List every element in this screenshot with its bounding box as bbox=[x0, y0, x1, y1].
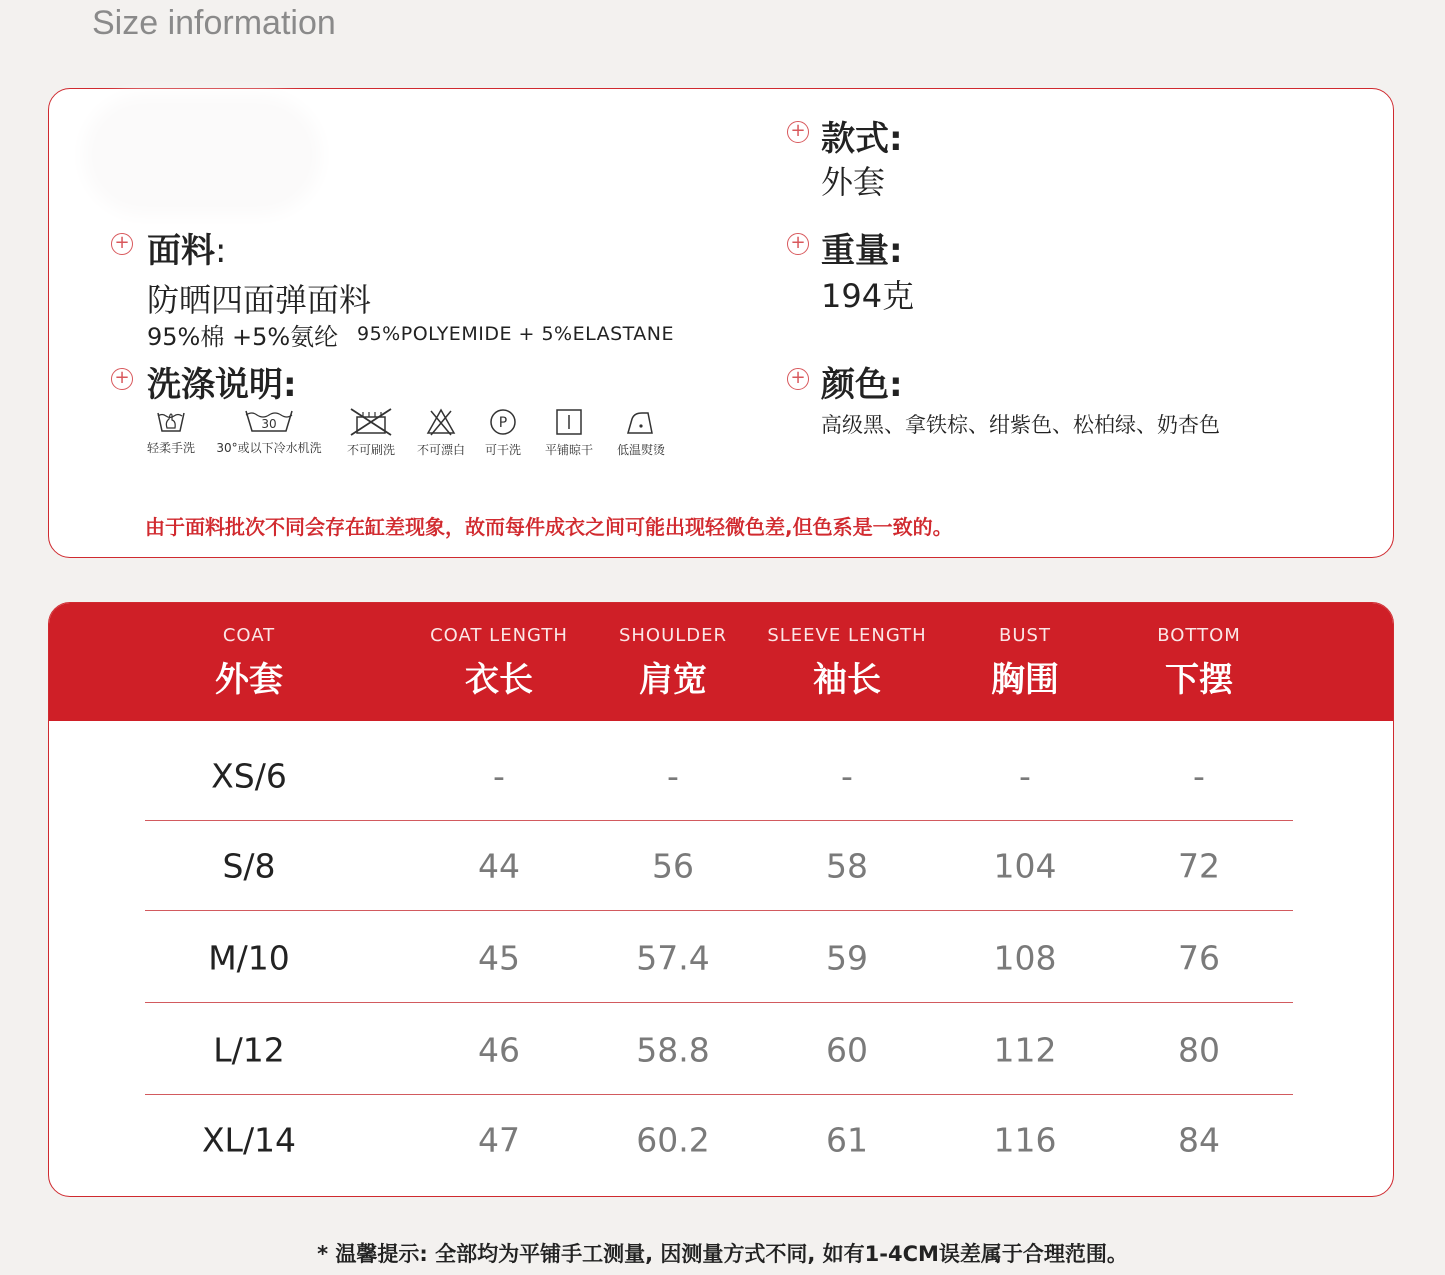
table-cell: 61 bbox=[826, 1120, 868, 1160]
fabric-label-colon: : bbox=[215, 231, 227, 271]
wash-label: 洗涤说明: bbox=[147, 365, 297, 405]
measurement-footnote: * 温馨提示: 全部均为平铺手工测量, 因测量方式不同, 如有1-4CM误差属于合理范围。 bbox=[317, 1242, 1128, 1266]
column-en: BUST bbox=[999, 625, 1051, 646]
care-item bbox=[479, 407, 527, 458]
row-divider bbox=[145, 910, 1293, 912]
color-difference-notice: 由于面料批次不同会存在缸差现象，故而每件成衣之间可能出现轻微色差,但色系是一致的。 bbox=[145, 515, 953, 539]
dry-clean-icon bbox=[487, 407, 519, 437]
fabric-label-text: 面料 bbox=[147, 231, 215, 271]
column-header bbox=[767, 625, 926, 701]
table-cell: 47 bbox=[478, 1120, 520, 1160]
column-en: COAT LENGTH bbox=[430, 625, 568, 646]
care-caption: 低温熨烫 bbox=[616, 443, 665, 457]
table-cell: 59 bbox=[826, 938, 868, 978]
column-header bbox=[430, 625, 568, 701]
table-cell: 45 bbox=[478, 938, 520, 978]
plus-circle-icon: + bbox=[111, 233, 133, 255]
table-cell: 46 bbox=[478, 1030, 520, 1070]
plus-circle-icon: + bbox=[787, 121, 809, 143]
color-label: 颜色: bbox=[821, 365, 903, 405]
table-row bbox=[145, 913, 1293, 1003]
column-header bbox=[1157, 625, 1241, 701]
column-en: BOTTOM bbox=[1157, 625, 1241, 646]
care-item bbox=[141, 407, 201, 456]
fabric-label bbox=[147, 223, 226, 272]
style-value: 外套 bbox=[821, 163, 886, 201]
table-cell: 58 bbox=[826, 846, 868, 886]
size-table-header bbox=[49, 603, 1393, 721]
plus-circle-icon: + bbox=[111, 368, 133, 390]
table-row bbox=[145, 821, 1293, 911]
flat-dry-icon bbox=[553, 407, 585, 437]
care-item bbox=[413, 407, 469, 458]
column-zh: 袖长 bbox=[813, 660, 881, 700]
size-cell: XS/6 bbox=[211, 756, 287, 796]
table-cell: 104 bbox=[993, 846, 1057, 886]
size-cell: M/10 bbox=[208, 938, 290, 978]
table-cell: - bbox=[667, 756, 679, 796]
style-label: 款式: bbox=[821, 119, 903, 159]
care-caption: 30°或以下冷水机洗 bbox=[216, 441, 322, 455]
care-caption: 轻柔手洗 bbox=[146, 441, 195, 455]
column-header bbox=[619, 625, 727, 701]
column-en: SLEEVE LENGTH bbox=[767, 625, 927, 646]
plus-circle-icon: + bbox=[787, 368, 809, 390]
size-table bbox=[48, 602, 1394, 1197]
table-cell: 72 bbox=[1178, 846, 1220, 886]
size-cell: S/8 bbox=[222, 846, 276, 886]
care-caption: 平铺晾干 bbox=[544, 443, 593, 457]
table-cell: 60 bbox=[826, 1030, 868, 1070]
table-cell: 108 bbox=[993, 938, 1057, 978]
no-brush-icon bbox=[345, 407, 397, 437]
table-row bbox=[145, 1095, 1293, 1185]
column-en: COAT bbox=[222, 625, 276, 646]
table-cell: - bbox=[493, 756, 505, 796]
blurred-logo bbox=[93, 105, 311, 205]
wash-temperature: 30 bbox=[261, 417, 277, 431]
fabric-composition-cn: 95%棉 +5%氨纶 bbox=[147, 323, 339, 351]
column-header bbox=[215, 625, 283, 701]
table-cell: - bbox=[1193, 756, 1205, 796]
fabric-composition-en: 95%POLYEMIDE + 5%ELASTANE bbox=[357, 323, 675, 345]
wash-30-icon bbox=[243, 407, 295, 435]
row-divider bbox=[145, 1002, 1293, 1004]
table-cell: 112 bbox=[993, 1030, 1057, 1070]
table-cell: 76 bbox=[1178, 938, 1220, 978]
size-cell: L/12 bbox=[213, 1030, 285, 1070]
page-title: Size information bbox=[92, 4, 336, 42]
table-cell: 84 bbox=[1178, 1120, 1220, 1160]
care-caption: 不可漂白 bbox=[416, 443, 465, 457]
column-zh: 下摆 bbox=[1164, 660, 1233, 700]
care-item bbox=[209, 407, 329, 456]
column-en: SHOULDER bbox=[618, 625, 728, 646]
column-header bbox=[991, 625, 1059, 701]
care-item bbox=[339, 407, 403, 458]
column-zh: 胸围 bbox=[991, 660, 1059, 700]
column-zh: 衣长 bbox=[464, 660, 533, 700]
care-caption: 不可刷洗 bbox=[346, 443, 395, 457]
table-cell: - bbox=[841, 756, 853, 796]
color-value: 高级黑、拿铁棕、绀紫色、松柏绿、奶杏色 bbox=[821, 413, 1220, 437]
care-caption: 可干洗 bbox=[484, 443, 521, 457]
table-row bbox=[145, 731, 1293, 821]
plus-circle-icon: + bbox=[787, 233, 809, 255]
table-cell: 57.4 bbox=[636, 938, 710, 978]
weight-label: 重量: bbox=[821, 231, 903, 271]
table-row bbox=[145, 1005, 1293, 1095]
product-info-card bbox=[48, 88, 1394, 558]
table-cell: 116 bbox=[993, 1120, 1057, 1160]
fabric-name: 防晒四面弹面料 bbox=[147, 281, 372, 319]
table-cell: - bbox=[1019, 756, 1031, 796]
column-zh: 外套 bbox=[215, 660, 283, 700]
column-zh: 肩宽 bbox=[638, 660, 707, 700]
no-bleach-icon bbox=[425, 407, 457, 437]
weight-value: 194克 bbox=[821, 277, 915, 315]
size-cell: XL/14 bbox=[201, 1120, 297, 1160]
care-item bbox=[609, 407, 673, 458]
table-cell: 60.2 bbox=[636, 1120, 710, 1160]
dry-clean-letter: P bbox=[498, 415, 508, 431]
table-cell: 58.8 bbox=[636, 1030, 710, 1070]
care-instructions bbox=[141, 407, 701, 467]
care-item bbox=[537, 407, 601, 458]
low-iron-icon bbox=[624, 407, 658, 437]
table-cell: 44 bbox=[478, 846, 520, 886]
hand-wash-icon bbox=[155, 407, 187, 435]
table-cell: 56 bbox=[652, 846, 694, 886]
table-cell: 80 bbox=[1178, 1030, 1220, 1070]
